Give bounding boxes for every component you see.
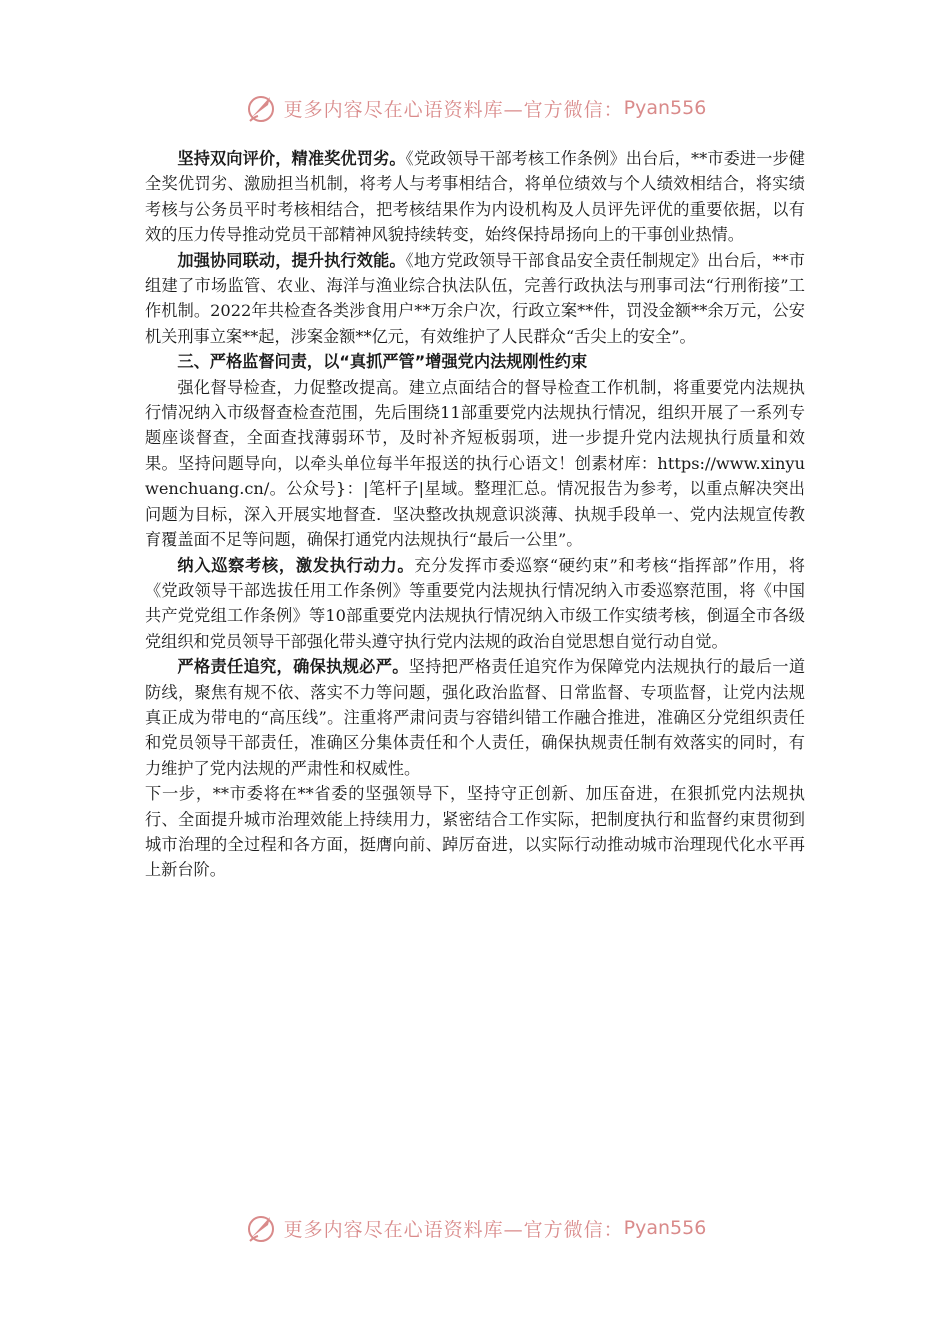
watermark-header bbox=[0, 88, 950, 128]
quill-logo-icon bbox=[244, 1211, 278, 1245]
paragraph-lead: 坚持双向评价，精准奖优罚劣。 bbox=[177, 149, 406, 168]
paragraph-4 bbox=[145, 553, 805, 655]
watermark-code: Pyan556 bbox=[623, 1217, 707, 1239]
paragraph-lead: 严格责任追究，确保执规必严。 bbox=[177, 657, 409, 677]
paragraph-3 bbox=[145, 375, 805, 553]
paragraph-text: 《地方党政领导干部食品安全责任制规定》出台后，**市组建了市场监管、农业、海洋与渔业综合执法队伍，完善行政执法与刑事司法“行刑衔接”工作机制。2022年共检查各类涉食用户**万余户次，行政立案**件，罚没金额**余万元，公安机关刑事立案**起，涉案金额**亿元，有效维护了人民群众“舌尖上的安全”。 bbox=[145, 250, 805, 346]
watermark-text: 更多内容尽在心语资料库—官方微信： bbox=[283, 98, 624, 121]
paragraph-text: 坚持把严格责任追究作为保障党内法规执行的最后一道防线，聚焦有规不依、落实不力等问题，强化政治监督、日常监督、专项监督，让党内法规真正成为带电的“高压线”。注重将严肃问责与容错纠错工作融合推进，准确区分党组织责任和党员领导干部责任，准确区分集体责任和个人责任，确保执规责任制有效落实的同时，有力维护了党内法规的严肃性和权威性。 bbox=[145, 657, 806, 778]
paragraph-text: 《党政领导干部考核工作条例》出台后，**市委进一步健全奖优罚劣、激励担当机制，将考人与考事相结合，将单位绩效与个人绩效相结合，将实绩考核与公务员平时考核相结合，把考核结果作为内设机构及人员评先评优的重要依据，以有效的压力传导推动党员干部精神风貌持续转变，始终保持昂扬向上的干事创业热情。 bbox=[145, 149, 805, 245]
section-heading: 三、严格监督问责，以“真抓严管”增强党内法规刚性约束 bbox=[177, 352, 588, 372]
paragraph-2 bbox=[145, 248, 805, 350]
paragraph-5 bbox=[145, 654, 805, 781]
paragraph-1 bbox=[145, 146, 805, 248]
paragraph-text: 充分发挥市委巡察“硬约束”和考核“指挥部”作用，将《党政领导干部选拔任用工作条例》等重要党内法规执行情况纳入市委巡察范围，将《中国共产党党组工作条例》等10部重要党内法规执行情况纳入市级工作实绩考核，倒逼全市各级党组织和党员领导干部强化带头遵守执行党内法规的政治自觉思想自觉行动自觉。 bbox=[145, 555, 805, 651]
paragraph-lead: 加强协同联动，提升执行效能。 bbox=[177, 250, 406, 270]
watermark-code: Pyan556 bbox=[623, 97, 707, 119]
quill-logo-icon bbox=[244, 91, 278, 125]
paragraph-lead: 纳入巡察考核，激发执行动力。 bbox=[177, 555, 415, 575]
closing-paragraph: 下一步，**市委将在**省委的坚强领导下，坚持守正创新、加压奋进，在狠抓党内法规执行、全面提升城市治理效能上持续用力，紧密结合工作实际，把制度执行和监督约束贯彻到城市治理的全过程和各方面，挺膺向前、踔厉奋进，以实际行动推动城市治理现代化水平再上新台阶。 bbox=[145, 784, 805, 880]
watermark-text: 更多内容尽在心语资料库—官方微信： bbox=[283, 1218, 624, 1241]
paragraph-text: 强化督导检查，力促整改提高。建立点面结合的督导检查工作机制，将重要党内法规执行情况纳入市级督查检查范围，先后围绕11部重要党内法规执行情况，组织开展了一系列专题座谈督查，全面查找薄弱环节，及时补齐短板弱项，进一步提升党内法规执行质量和效果。坚持问题导向，以牵头单位每半年报送的执行心语文！创素材库：https://www.xinyuwenchuang.cn/。公众号}：|笔杆子|星域。整理汇总。情况报告为参考，以重点解决突出问题为目标，深入开展实地督查．坚决整改执规意识淡薄、执规手段单一、党内法规宣传教育覆盖面不足等问题，确保打通党内法规执行“最后一公里”。 bbox=[145, 377, 805, 550]
document-body bbox=[145, 146, 805, 883]
watermark-footer bbox=[0, 1208, 950, 1248]
